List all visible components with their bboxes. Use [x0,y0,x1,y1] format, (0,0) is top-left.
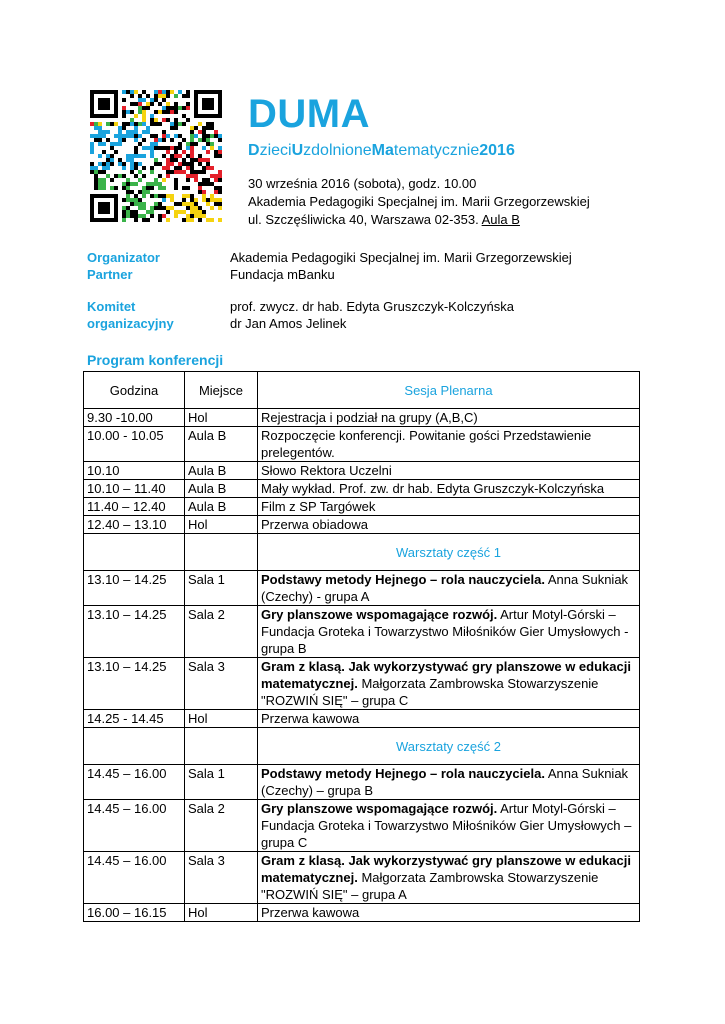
page-title: DUMA [248,92,370,136]
row-description [258,904,640,922]
row-time: 12.40 – 13.10 [84,516,185,534]
row-description: Rozpoczęcie konferencji. Powitanie gości Przedstawienie prelegentów. [258,427,640,462]
row-description: Mały wykład. Prof. zw. dr hab. Edyta Gruszczyk-Kolczyńska [258,480,640,498]
workshop-details: Małgorzata Zambrowska Stowarzyszenie "ROZWIŃ SIĘ" – grupa C [261,676,599,708]
workshop-name: Gram z klasą. Jak wykorzystywać gry planszowe w edukacji matematycznej. [261,853,631,885]
workshop-details: Anna Sukniak (Czechy) - grupa A [261,572,629,604]
row-description [258,710,640,728]
row-description [258,571,640,606]
partner-value: Fundacja mBanku [230,267,335,282]
column-header-place: Miejsce [185,372,258,409]
workshop-details: Małgorzata Zambrowska Stowarzyszenie "ROZWIŃ SIĘ" – grupa A [261,870,599,902]
workshop-name: Podstawy metody Hejnego – rola nauczyciela. [261,572,545,587]
committee-member: prof. zwycz. dr hab. Edyta Gruszczyk-Kolczyńska [230,299,514,314]
row-description [258,658,640,710]
table-header-row [84,372,640,409]
row-description: Film z SP Targówek [258,498,640,516]
workshop-title: Warsztaty część 1 [258,534,640,571]
program-table [83,371,640,922]
row-place: Sala 1 [185,765,258,800]
row-place: Hol [185,904,258,922]
row-description [258,852,640,904]
row-description [258,606,640,658]
address-text: ul. Szczęśliwicka 40, Warszawa 02-353. [248,212,479,227]
table-row [84,904,640,922]
empty-cell [185,534,258,571]
row-place: Sala 3 [185,658,258,710]
empty-cell [84,728,185,765]
row-time: 13.10 – 14.25 [84,606,185,658]
subtitle-letter: D [248,142,260,159]
row-place: Aula B [185,480,258,498]
table-row [84,427,640,462]
committee-member: dr Jan Amos Jelinek [230,316,347,331]
row-time: 14.45 – 16.00 [84,852,185,904]
row-time: 14.45 – 16.00 [84,765,185,800]
table-row [84,516,640,534]
table-row [84,800,640,852]
partner-label: Partner [87,267,133,282]
table-row [84,852,640,904]
row-place: Sala 1 [185,571,258,606]
subtitle-year: 2016 [479,142,515,159]
workshop-name: Gram z klasą. Jak wykorzystywać gry planszowe w edukacji matematycznej. [261,659,631,691]
qr-code-icon [90,90,222,222]
row-time: 10.10 – 11.40 [84,480,185,498]
workshop-details: Anna Sukniak (Czechy) – grupa B [261,766,629,798]
row-place: Aula B [185,498,258,516]
row-time: 16.00 – 16.15 [84,904,185,922]
event-address [248,211,590,229]
workshop-title: Warsztaty część 2 [258,728,640,765]
row-description: Rejestracja i podział na grupy (A,B,C) [258,409,640,427]
table-row [84,658,640,710]
committee-label: organizacyjny [87,316,174,331]
workshop-details: Artur Motyl-Górski – Fundacja Groteka i Towarzystwo Miłośników Gier Umysłowych – grupa C [261,801,632,850]
subtitle-letter: Ma [371,142,394,159]
address-room: Aula B [481,212,520,227]
table-row [84,765,640,800]
row-place: Hol [185,409,258,427]
subtitle-text: zieci [259,142,292,159]
event-info [248,175,590,229]
program-title: Program konferencji [87,352,224,368]
workshop-details: Przerwa kawowa [261,905,360,920]
row-place: Aula B [185,462,258,480]
table-row [84,409,640,427]
row-time: 11.40 – 12.40 [84,498,185,516]
row-place: Aula B [185,427,258,462]
table-row [84,606,640,658]
row-description: Przerwa obiadowa [258,516,640,534]
row-description [258,800,640,852]
row-place: Sala 2 [185,800,258,852]
workshop-name: Gry planszowe wspomagające rozwój. [261,607,498,622]
empty-cell [84,534,185,571]
event-venue: Akademia Pedagogiki Specjalnej im. Marii Grzegorzewskiej [248,194,590,209]
row-time: 10.10 [84,462,185,480]
row-description: Słowo Rektora Uczelni [258,462,640,480]
row-time: 9.30 -10.00 [84,409,185,427]
subtitle-text: tematycznie [393,142,480,159]
table-row [84,462,640,480]
row-time: 14.45 – 16.00 [84,800,185,852]
event-date: 30 września 2016 (sobota), godz. 10.00 [248,176,477,191]
row-place: Hol [185,516,258,534]
table-row [84,710,640,728]
row-place: Sala 3 [185,852,258,904]
column-header-time: Godzina [84,372,185,409]
row-time: 14.25 - 14.45 [84,710,185,728]
empty-cell [185,728,258,765]
column-header-session: Sesja Plenarna [258,372,640,409]
row-time: 10.00 - 10.05 [84,427,185,462]
row-place: Sala 2 [185,606,258,658]
table-row [84,498,640,516]
workshop-header-row [84,728,640,765]
organizer-label: Organizator [87,250,160,265]
page-subtitle [248,142,515,160]
row-time: 13.10 – 14.25 [84,571,185,606]
table-row [84,480,640,498]
row-place: Hol [185,710,258,728]
workshop-name: Podstawy metody Hejnego – rola nauczyciela. [261,766,545,781]
workshop-header-row [84,534,640,571]
row-time: 13.10 – 14.25 [84,658,185,710]
row-description [258,765,640,800]
subtitle-text: zdolnione [303,142,372,159]
workshop-name: Gry planszowe wspomagające rozwój. [261,801,498,816]
organizer-value: Akademia Pedagogiki Specjalnej im. Marii Grzegorzewskiej [230,250,572,265]
subtitle-letter: U [291,142,304,159]
committee-label: Komitet [87,299,136,314]
table-row [84,571,640,606]
workshop-details: Artur Motyl-Górski – Fundacja Groteka i Towarzystwo Miłośników Gier Umysłowych - grupa B [261,607,629,656]
workshop-details: Przerwa kawowa [261,711,360,726]
